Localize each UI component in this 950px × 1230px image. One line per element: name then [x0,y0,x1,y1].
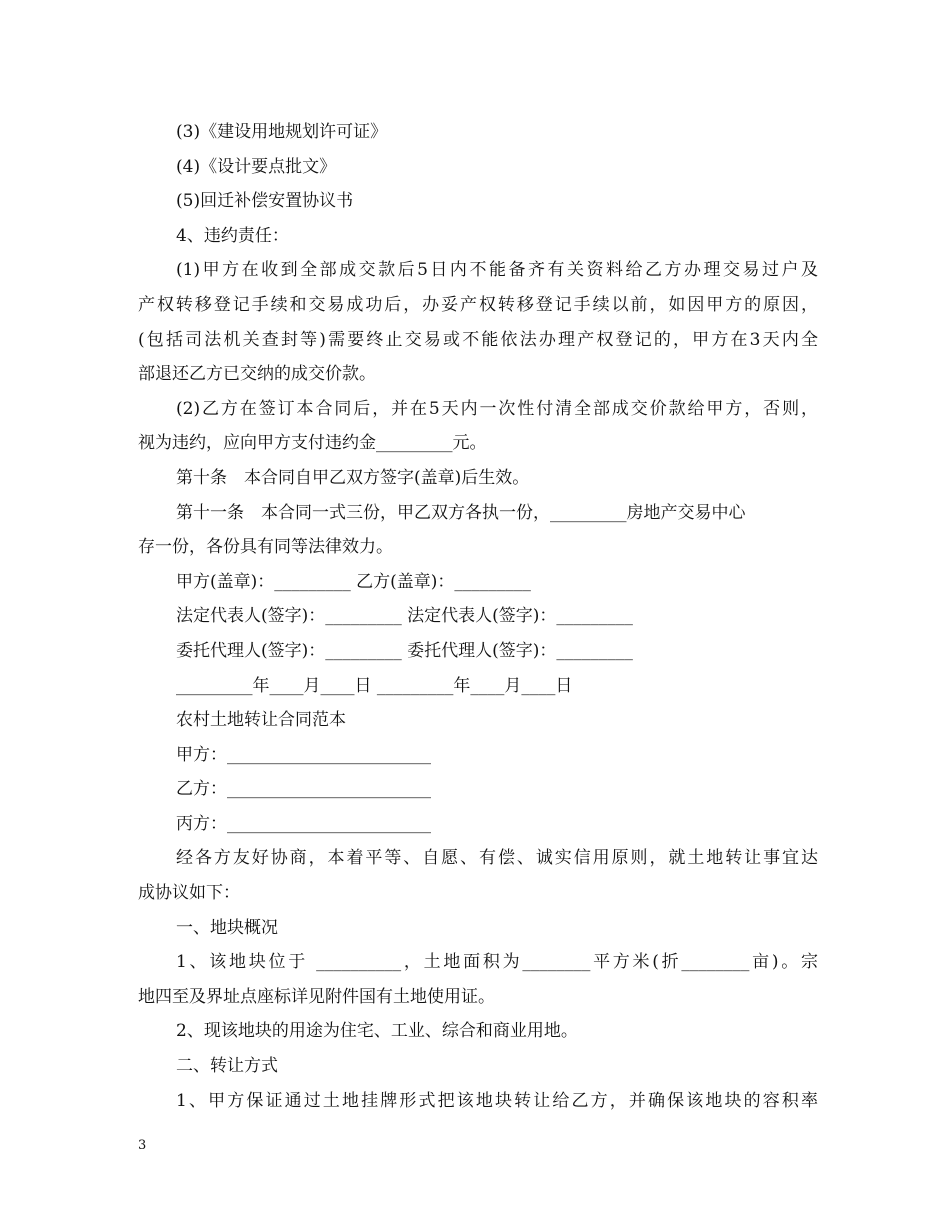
text-line: 法定代表人(签字)：_________ 法定代表人(签字)：_________ [176,606,633,627]
text-line: (3)《建设用地规划许可证》 [176,122,388,142]
text-line: (1)甲方在收到全部成交款后5日内不能备齐有关资料给乙方办理交易过户及 [176,260,818,281]
text-line: _________年____月____日 _________年____月____日 [176,675,573,696]
text-line: 产权转移登记手续和交易成功后，办妥产权转移登记手续以前，如因甲方的原因， [138,294,818,315]
text-line: 视为违约，应向甲方支付违约金_________元。 [138,433,487,454]
text-line: 第十一条 本合同一式三份，甲乙双方各执一份，_________房地产交易中心 [176,502,746,523]
text-line: 乙方：________________________ [176,779,431,800]
text-line: 二、转让方式 [176,1056,278,1077]
text-line: 部退还乙方已交纳的成交价款。 [138,364,376,385]
text-line: 1、甲方保证通过土地挂牌形式把该地块转让给乙方，并确保该地块的容积率 [176,1090,818,1111]
text-line: 存一份，各份具有同等法律效力。 [138,537,393,558]
page-number: 3 [138,1138,147,1153]
text-line: 委托代理人(签字)：_________ 委托代理人(签字)：_________ [176,640,633,661]
text-line: 甲方(盖章)：_________ 乙方(盖章)：_________ [176,571,531,592]
text-line: 农村土地转让合同范本 [176,710,346,731]
text-line: 第十条 本合同自甲乙双方签字(盖章)后生效。 [176,467,530,488]
text-line: 2、现该地块的用途为住宅、工业、综合和商业用地。 [176,1021,578,1042]
text-line: 甲方：________________________ [176,744,431,765]
text-line: 丙方：________________________ [176,813,431,834]
text-line: (4)《设计要点批文》 [176,156,337,177]
text-line: 成协议如下： [138,883,240,904]
text-line: (2)乙方在签订本合同后，并在5天内一次性付清全部成交价款给甲方，否则， [176,398,818,419]
text-line: 1、该地块位于 __________，土地面积为________平方米(折________亩)。宗 [176,952,818,973]
document-body [138,115,818,1118]
text-line: 4、违约责任： [176,225,289,246]
text-line: (5)回迁补偿安置协议书 [176,191,354,212]
text-line: 一、地块概况 [176,917,278,938]
text-line: 地四至及界址点座标详见附件国有土地使用证。 [138,986,495,1007]
text-line: (包括司法机关查封等)需要终止交易或不能依法办理产权登记的，甲方在3天内全 [138,329,818,350]
text-line: 经各方友好协商，本着平等、自愿、有偿、诚实信用原则，就土地转让事宜达 [176,848,818,869]
